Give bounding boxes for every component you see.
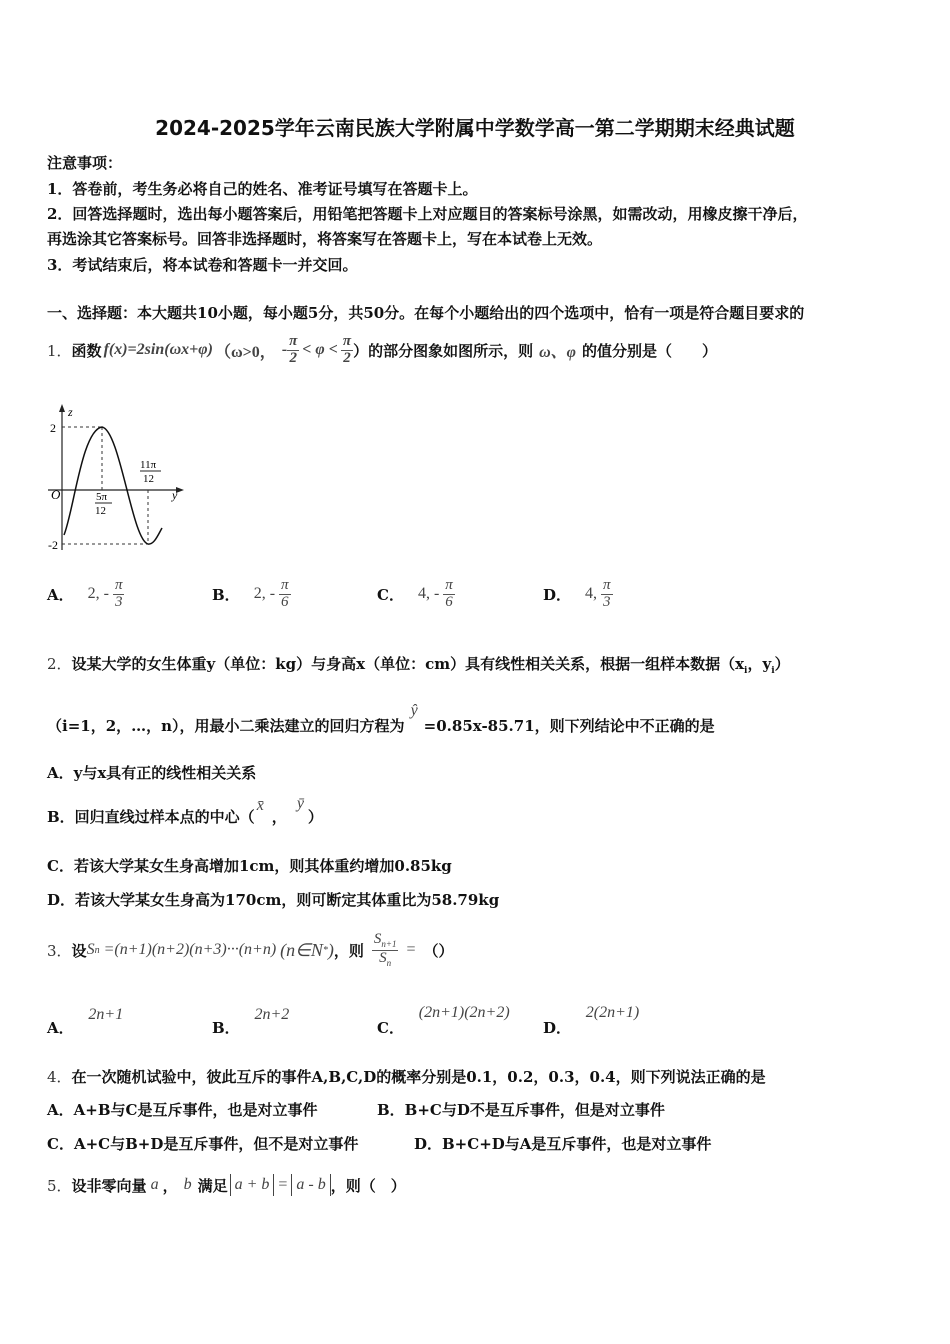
- q4-option-d[interactable]: D．B+C+D与A是互斥事件，也是对立事件: [414, 1135, 712, 1153]
- notice-item-2: 2．回答选择题时，选出每小题答案后，用铅笔把答题卡上对应题目的答案标号涂黑，如需改动，用橡皮擦干净后，: [47, 205, 808, 223]
- q1-option-c[interactable]: C． 4, - $\frac{\pi}{6}$: [377, 576, 453, 610]
- notice-item-2-cont: 再选涂其它答案标号。回答非选择题时，将答案写在答题卡上，写在本试卷上无效。: [47, 230, 603, 248]
- q1-phi-range: < φ <: [302, 341, 338, 358]
- x2-numerator: 11π: [140, 459, 157, 471]
- question-4: 4．在一次随机试验中，彼此互斥的事件A,B,C,D的概率分别是0.1，0.2，0.3，0.4，则下列说法正确的是: [47, 1068, 766, 1086]
- q4-option-b[interactable]: B．B+C与D不是互斥事件，但是对立事件: [377, 1101, 665, 1119]
- section-heading: 一、选择题：本大题共10小题，每小题5分，共50分。在每个小题给出的四个选项中，恰有一项是符合题目要求的: [47, 304, 805, 322]
- x1-denominator: 12: [95, 505, 106, 517]
- y-label: y: [172, 488, 178, 502]
- origin-label: O: [51, 487, 61, 502]
- q2-option-d[interactable]: D．若该大学某女生身高为170cm，则可断定其体重比为58.79kg: [47, 891, 500, 909]
- q1-post: ）的部分图象如图所示，则: [353, 341, 534, 360]
- q1-option-b[interactable]: B． 2, - $\frac{\pi}{6}$: [212, 576, 289, 610]
- q1-pre: 函数: [71, 341, 102, 360]
- q1-option-a[interactable]: A． 2, - $\frac{\pi}{3}$: [47, 576, 123, 610]
- q1-end: 的值分别是（ ）: [582, 341, 718, 360]
- q1-minus: -: [281, 341, 288, 358]
- q1-condition: （ω>0，: [214, 343, 276, 361]
- q4-option-a[interactable]: A．A+B与C是互斥事件，也是对立事件: [47, 1101, 318, 1119]
- y-hat-symbol: ŷ: [410, 702, 418, 719]
- q3-option-d[interactable]: D． 2(2n+1): [543, 1004, 640, 1037]
- q4-option-c[interactable]: C．A+C与B+D是互斥事件，但不是对立事件: [47, 1135, 359, 1153]
- q3-option-a[interactable]: A． 2n+1: [47, 1006, 124, 1037]
- notice-item-3: 3．考试结束后，将本试卷和答题卡一并交回。: [47, 256, 358, 274]
- notice-heading: 注意事项：: [47, 154, 123, 172]
- q3-option-c[interactable]: C． (2n+1)(2n+2): [377, 1004, 510, 1037]
- q3-ratio: $\frac{S_{n+1}}{S_n}$: [373, 931, 397, 968]
- abs-diff: a - b: [291, 1174, 330, 1196]
- notice-item-1: 1．答卷前，考生务必将自己的姓名、准考证号填写在答题卡上。: [47, 180, 478, 198]
- q1-vars: ω、φ: [539, 343, 577, 361]
- question-3: 3． 设 S n =(n+1)(n+2)(n+3)···(n+n) (n∈N * ) ，则 $\frac{S_{n+1}}{S_n}$ = （）: [47, 931, 454, 968]
- q1-pi-over-2-left: $\frac{\pi}{2}$: [289, 332, 298, 366]
- x1-numerator: 5π: [96, 491, 108, 503]
- sine-graph: [40, 400, 200, 560]
- question-number: 1．: [47, 341, 72, 360]
- z-axis-arrow: [59, 404, 65, 412]
- q2-option-b[interactable]: B．回归直线过样本点的中心（ x̄ ， ȳ ）: [47, 795, 323, 826]
- x2-denominator: 12: [143, 473, 154, 485]
- question-1: [47, 330, 717, 370]
- max-label: 2: [50, 421, 56, 435]
- q1-option-d[interactable]: D． 4, $\frac{\pi}{3}$: [543, 576, 611, 610]
- min-label: -2: [48, 538, 58, 552]
- q3-option-b[interactable]: B． 2n+2: [212, 1006, 290, 1037]
- sine-curve: [64, 427, 162, 544]
- q2-option-c[interactable]: C．若该大学某女生身高增加1cm，则其体重约增加0.85kg: [47, 857, 452, 875]
- q1-pi-over-2-right: $\frac{\pi}{2}$: [342, 332, 352, 366]
- vector-a: a: [150, 1176, 159, 1193]
- page-title: 2024-2025学年云南民族大学附属中学数学高一第二学期期末经典试题: [155, 116, 795, 140]
- question-5: 5． 设非零向量 a ， b 满足 a + b = a - b ，则（ ）: [47, 1176, 406, 1195]
- q2-line-2: （i=1，2，…，n），用最小二乘法建立的回归方程为 ŷ =0.85x-85.71，则下列结论中不正确的是: [47, 702, 715, 735]
- vector-b: b: [183, 1176, 192, 1193]
- question-2: 2．设某大学的女生体重y（单位：kg）与身高x（单位：cm）具有线性相关关系，根据一组样本数据（$x_i$，$y_i$）: [47, 655, 790, 676]
- q2-option-a[interactable]: A．y与x具有正的线性相关关系: [47, 764, 257, 782]
- z-label: z: [68, 405, 73, 419]
- abs-sum: a + b: [230, 1174, 275, 1196]
- q1-function: f(x)=2sin(ωx+φ): [103, 341, 213, 358]
